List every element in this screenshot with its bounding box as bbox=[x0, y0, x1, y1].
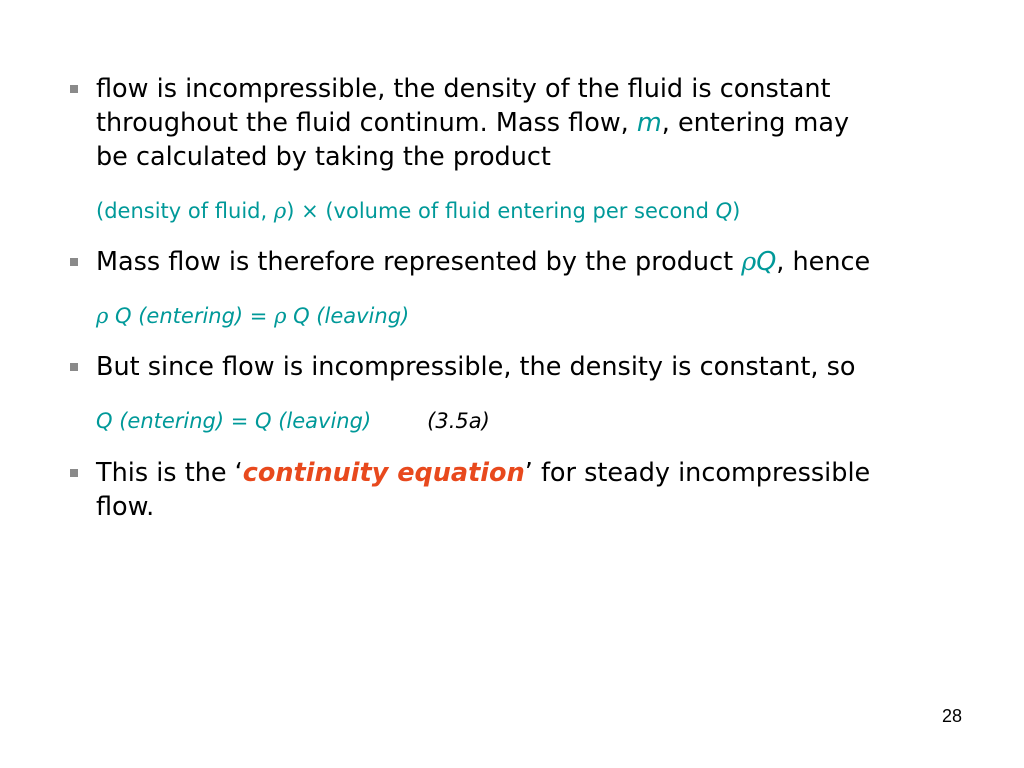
continuity-equation-term: continuity equation bbox=[242, 458, 525, 488]
equation-rho-q bbox=[96, 302, 409, 330]
eq2-mid: Q (entering) = bbox=[108, 304, 275, 328]
bullet-1-line-2 bbox=[96, 106, 946, 140]
bullet-1-text bbox=[96, 72, 946, 174]
bullet-1-line-2-post: , entering may bbox=[661, 108, 850, 138]
equation-continuity bbox=[96, 407, 490, 435]
bullet-4-text bbox=[96, 456, 946, 524]
bullet-1-line-3: be calculated by taking the product bbox=[96, 142, 551, 172]
eq1-pre: (density of fluid, bbox=[96, 199, 274, 223]
bullet-marker bbox=[70, 469, 78, 477]
bullet-2-text bbox=[96, 245, 946, 279]
eq3-text: Q (entering) = Q (leaving) bbox=[96, 409, 372, 433]
equation-reference: (3.5a) bbox=[427, 409, 490, 433]
eq2-end: Q (leaving) bbox=[286, 304, 410, 328]
bullet-4-pre: This is the ‘ bbox=[96, 458, 243, 488]
times-symbol: × bbox=[301, 199, 319, 223]
bullet-2-post: , hence bbox=[776, 247, 871, 277]
bullet-3 bbox=[70, 350, 950, 386]
bullet-4-line-2: flow. bbox=[96, 492, 155, 522]
rho-symbol: ρ bbox=[96, 304, 109, 328]
q-symbol: Q bbox=[756, 247, 777, 277]
bullet-3-text: But since flow is incompressible, the density is constant, so bbox=[96, 352, 856, 382]
rho-symbol: ρ bbox=[273, 199, 287, 223]
equation-product-description bbox=[96, 197, 740, 225]
bullet-marker bbox=[70, 85, 78, 93]
bullet-1 bbox=[70, 72, 950, 178]
rho-symbol: ρ bbox=[741, 247, 757, 277]
rho-symbol: ρ bbox=[274, 304, 287, 328]
mass-flow-symbol: m bbox=[636, 108, 662, 138]
bullet-4-post: ’ for steady incompressible bbox=[524, 458, 871, 488]
page-number: 28 bbox=[941, 706, 962, 726]
eq1-end: ) bbox=[732, 199, 741, 223]
bullet-4-line-1 bbox=[96, 456, 946, 490]
bullet-1-line-1: flow is incompressible, the density of the fluid is constant bbox=[96, 74, 831, 104]
bullet-1-line-2-pre: throughout the fluid continum. Mass flow, bbox=[96, 108, 637, 138]
bullet-2-pre: Mass flow is therefore represented by the product bbox=[96, 247, 742, 277]
bullet-marker bbox=[70, 258, 78, 266]
bullet-4 bbox=[70, 456, 950, 526]
eq1-mid: ) bbox=[286, 199, 302, 223]
bullet-2 bbox=[70, 245, 950, 281]
bullet-marker bbox=[70, 363, 78, 371]
q-symbol: Q bbox=[715, 199, 733, 223]
eq1-post: (volume of fluid entering per second bbox=[318, 199, 716, 223]
